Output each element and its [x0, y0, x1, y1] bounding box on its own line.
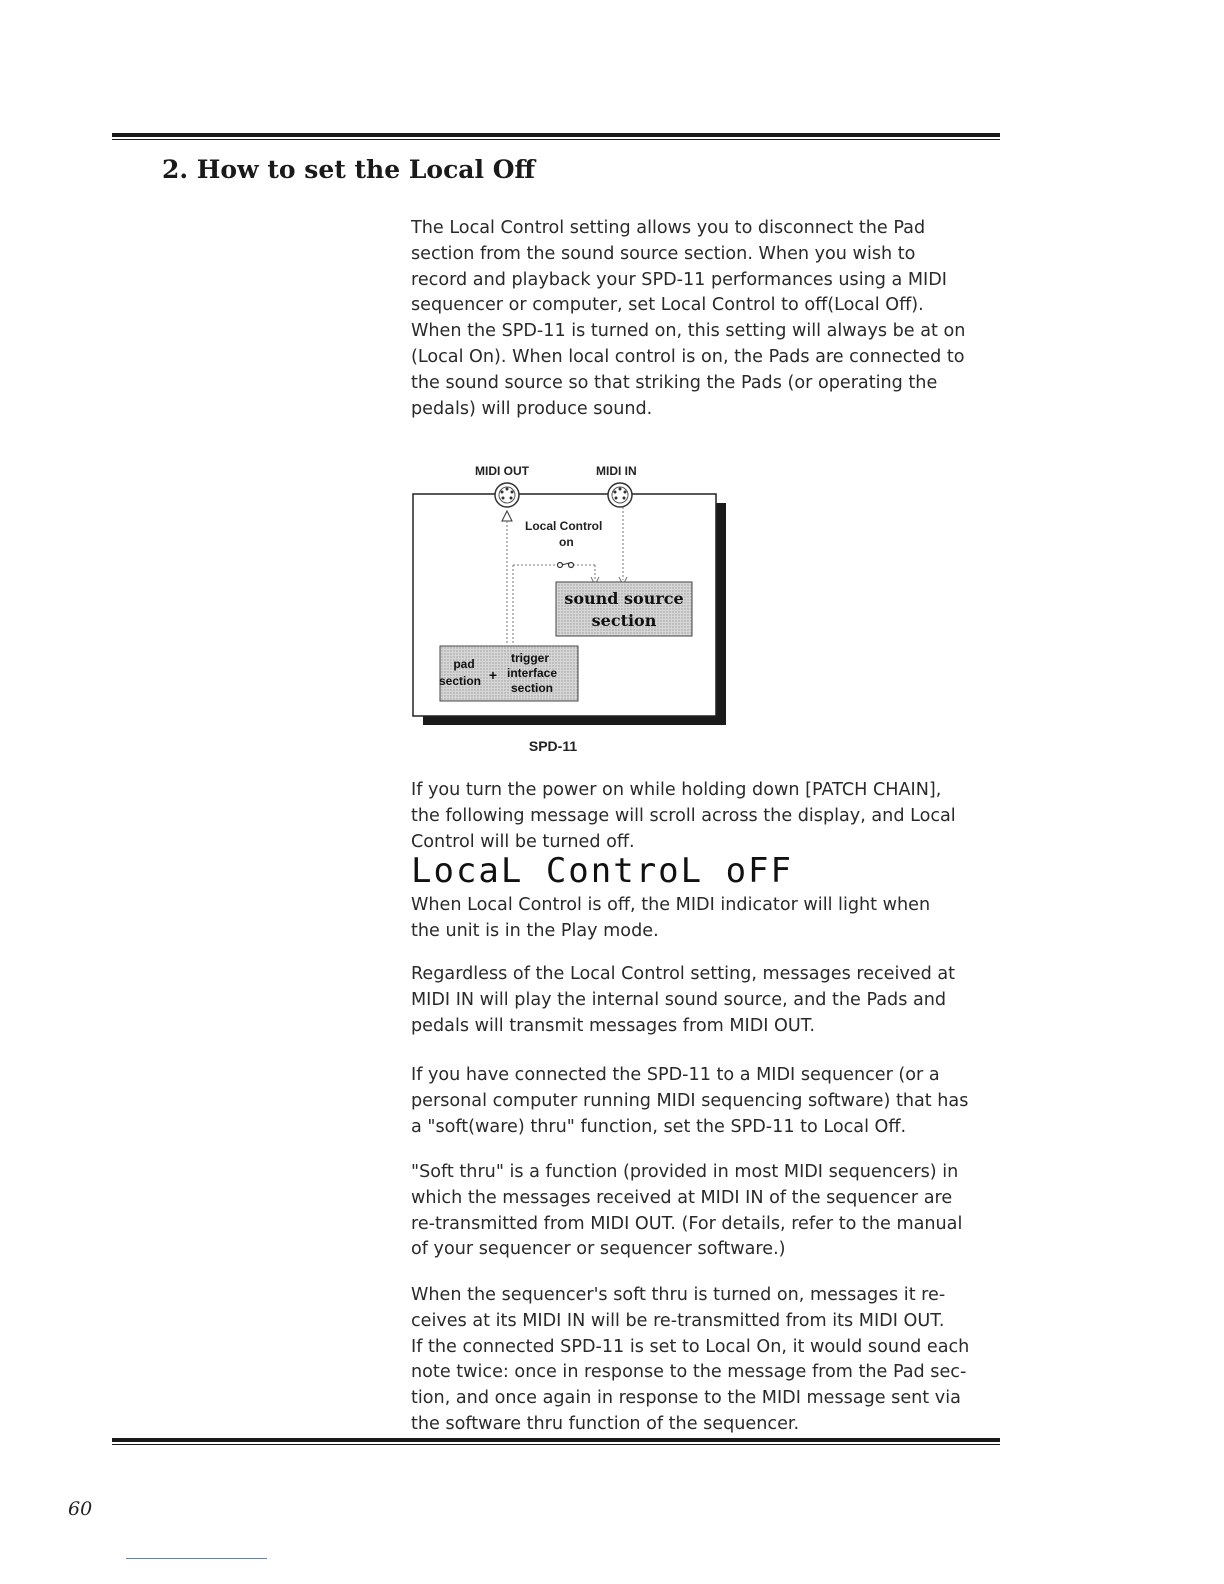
text-line: MIDI IN will play the internal sound source, and the Pads and	[411, 989, 947, 1010]
midi-in-connector-icon	[608, 483, 632, 507]
text-line: If you have connected the SPD-11 to a MIDI sequencer (or a	[411, 1065, 940, 1085]
figure-caption: SPD-11	[528, 738, 578, 754]
text-line: If the connected SPD-11 is set to Local On, it would sound each	[411, 1336, 970, 1357]
midi-out-connector-icon	[495, 483, 519, 507]
text-line: the sound source so that striking the Pads (or operating the	[411, 372, 938, 393]
text-line: record and playback your SPD-11 performances using a MIDI	[411, 269, 947, 290]
text-line: If you turn the power on while holding down [PATCH CHAIN],	[411, 780, 942, 800]
text-line: (Local On). When local control is on, the Pads are connected to	[411, 346, 965, 367]
trigger-interface-label: trigger	[510, 651, 550, 665]
intro-paragraph	[411, 216, 1001, 422]
regardless-paragraph	[411, 962, 1001, 1039]
text-line: section from the sound source section. When you wish to	[411, 243, 916, 264]
text-line: which the messages received at MIDI IN of the sequencer are	[411, 1187, 953, 1208]
text-line: the following message will scroll across the display, and Local	[411, 805, 956, 826]
section-heading: 2. How to set the Local Off	[162, 155, 535, 184]
local-control-diagram	[405, 455, 735, 755]
lcd-message: LocaL ControL oFF	[411, 851, 793, 891]
text-line: personal computer running MIDI sequencing software) that has	[411, 1090, 969, 1111]
page-number: 60	[68, 1498, 93, 1520]
text-line: re-transmitted from MIDI OUT. (For details, refer to the manual	[411, 1213, 963, 1234]
text-line: sequencer or computer, set Local Control to off(Local Off).	[411, 295, 924, 316]
text-line: note twice: once in response to the message from the Pad sec-	[411, 1362, 967, 1383]
text-line: When the sequencer's soft thru is turned on, messages it re-	[411, 1285, 946, 1305]
midi-in-label: MIDI IN	[596, 464, 637, 478]
plus-sign: +	[488, 667, 498, 683]
trigger-interface-label: interface	[506, 666, 558, 680]
soft-thru-paragraph	[411, 1160, 1001, 1263]
text-line: pedals) will produce sound.	[411, 398, 653, 419]
text-line: pedals will transmit messages from MIDI OUT.	[411, 1015, 816, 1036]
pad-section-label: pad	[453, 657, 475, 671]
text-line: Regardless of the Local Control setting, messages received at	[411, 964, 956, 984]
midi-indicator-paragraph	[411, 893, 1001, 945]
midi-out-label: MIDI OUT	[475, 464, 529, 478]
text-line: the software thru function of the sequencer.	[411, 1413, 800, 1434]
local-control-state: on	[559, 535, 574, 549]
text-line: tion, and once again in response to the MIDI message sent via	[411, 1388, 961, 1409]
text-line: Control will be turned off.	[411, 831, 635, 852]
text-line: ceives at its MIDI IN will be re-transmitted from its MIDI OUT.	[411, 1310, 945, 1331]
text-line: the unit is in the Play mode.	[411, 920, 659, 941]
sound-source-label: sound source	[564, 589, 684, 608]
text-line: The Local Control setting allows you to disconnect the Pad	[411, 218, 926, 238]
top-rule	[112, 133, 1000, 140]
local-control-label: Local Control	[525, 519, 603, 533]
text-line: a "soft(ware) thru" function, set the SPD-11 to Local Off.	[411, 1116, 907, 1137]
text-line: "Soft thru" is a function (provided in most MIDI sequencers) in	[411, 1162, 959, 1182]
footer-line	[126, 1558, 267, 1559]
text-line: When the SPD-11 is turned on, this setting will always be at on	[411, 321, 966, 342]
trigger-interface-label: section	[510, 681, 554, 695]
pad-section-label: section	[438, 674, 482, 688]
sequencer-paragraph	[411, 1063, 1001, 1140]
bottom-rule	[112, 1438, 1000, 1445]
power-on-paragraph	[411, 778, 1001, 855]
soft-thru-on-paragraph	[411, 1283, 1001, 1438]
text-line: of your sequencer or sequencer software.)	[411, 1239, 786, 1260]
text-line: When Local Control is off, the MIDI indicator will light when	[411, 895, 931, 915]
sound-source-label: section	[591, 611, 657, 630]
